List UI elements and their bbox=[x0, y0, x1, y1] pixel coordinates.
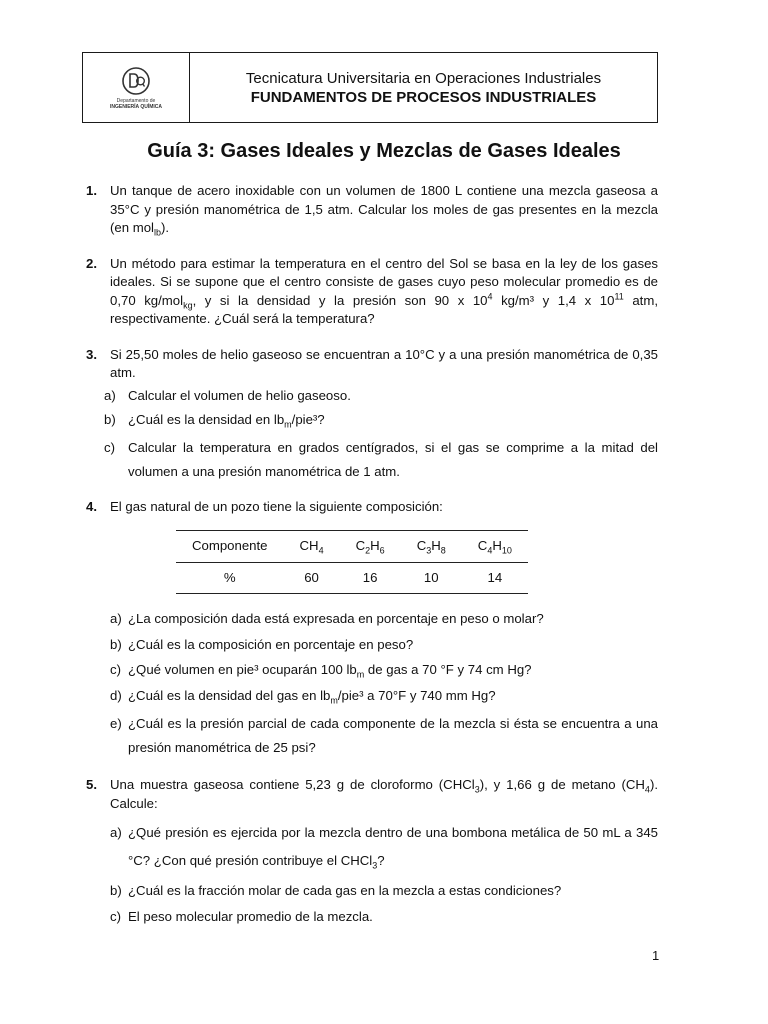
page-title: Guía 3: Gases Ideales y Mezclas de Gases Ideales bbox=[147, 140, 621, 162]
question-text: de gas a 70 °F y 74 cm Hg? bbox=[364, 662, 532, 677]
institution-name: Tecnicatura Universitaria en Operaciones Industriales bbox=[245, 69, 602, 87]
problem-number: 2. bbox=[86, 255, 97, 271]
superscript: 4 bbox=[487, 291, 493, 302]
question-text: ¿Cuál es la presión parcial de cada componente de la mezcla si ésta se encuentra a una presión manométrica de 25 psi? bbox=[128, 716, 658, 755]
sub-item-c bbox=[82, 436, 658, 484]
problem-1 bbox=[82, 182, 658, 238]
problem-text: Una muestra gaseosa contiene 5,23 g de cloroformo (CHCl bbox=[110, 777, 475, 792]
problem-list bbox=[82, 182, 658, 933]
problem-3 bbox=[82, 346, 658, 383]
dq-logo-icon bbox=[121, 66, 151, 96]
question-text: ¿Cuál es la composición en porcentaje en peso? bbox=[128, 636, 414, 652]
problem-text: atm, respectivamente. ¿Cuál será la temperatura? bbox=[110, 292, 658, 326]
problem-2 bbox=[82, 255, 658, 329]
question-letter: a) bbox=[110, 825, 122, 840]
question-text: /pie³ a 70°F y 740 mm Hg? bbox=[337, 687, 496, 703]
problem-4-questions bbox=[82, 610, 658, 760]
table-cell: 16 bbox=[340, 562, 401, 594]
question-c bbox=[110, 661, 658, 680]
sub-item-text: Calcular la temperatura en grados centígrados, si el gas se comprime a la mitad del volumen a una presión manométrica de 1 atm. bbox=[128, 439, 658, 479]
question-text: ? bbox=[377, 853, 385, 868]
sub-item-text: /pie³? bbox=[291, 412, 325, 427]
sub-item-letter: c) bbox=[104, 439, 115, 455]
question-text: ¿Cuál es la fracción molar de cada gas en la mezcla a estas condiciones? bbox=[128, 883, 562, 898]
problem-3-subitems bbox=[82, 387, 658, 484]
problem-text: , y si la densidad y la presión son 90 x 10 bbox=[192, 292, 488, 308]
problem-5-questions bbox=[82, 819, 658, 926]
subscript: 3 bbox=[474, 784, 480, 795]
question-letter: a) bbox=[110, 611, 122, 626]
column-header-c3h8: $C_3H_8$ bbox=[401, 531, 462, 563]
department-logo bbox=[83, 53, 190, 122]
question-e bbox=[110, 712, 658, 760]
question-letter: c) bbox=[110, 908, 121, 924]
course-name: FUNDAMENTOS DE PROCESOS INDUSTRIALES bbox=[250, 88, 597, 106]
sub-item-text: ¿Cuál es la densidad en lb bbox=[128, 412, 285, 427]
problem-text: ). Calcule: bbox=[110, 777, 658, 811]
subscript: kg bbox=[183, 300, 193, 311]
problem-text: Un método para estimar la temperatura en el centro del Sol se basa en la ley de los gases ideales. Si se supone que el centro consiste de gases cuyo peso molecular promedio es de 0,70 kg/mol bbox=[110, 255, 658, 308]
subscript: m bbox=[284, 419, 292, 430]
question-text: ¿La composición dada está expresada en porcentaje en peso o molar? bbox=[128, 611, 544, 626]
subscript: lb bbox=[153, 227, 161, 238]
sub-item-a bbox=[82, 387, 658, 406]
subscript: m bbox=[330, 695, 338, 706]
problem-number: 5. bbox=[86, 777, 97, 792]
column-header-ch4: $CH_4$ bbox=[284, 531, 340, 563]
problem-text: kg/m³ y 1,4 x 10 bbox=[492, 292, 615, 308]
table-row bbox=[176, 562, 528, 594]
subscript: m bbox=[356, 669, 365, 680]
problem-text: Si 25,50 moles de helio gaseoso se encuentran a 10°C y a una presión manométrica de 0,35 atm. bbox=[110, 346, 658, 380]
table-cell: 10 bbox=[401, 562, 462, 594]
subscript: 3 bbox=[372, 860, 378, 871]
header-titles bbox=[190, 53, 657, 122]
logo-text bbox=[110, 98, 162, 110]
table-cell: 14 bbox=[462, 562, 528, 594]
problem-number: 1. bbox=[86, 183, 97, 198]
question-b bbox=[110, 636, 658, 655]
question-text: ¿Cuál es la densidad del gas en lb bbox=[128, 687, 331, 703]
question-a bbox=[110, 819, 658, 875]
composition-table bbox=[176, 530, 528, 594]
column-header-c2h6: $C_2H_6$ bbox=[340, 531, 401, 563]
sub-item-letter: b) bbox=[104, 412, 116, 427]
question-letter: b) bbox=[110, 883, 122, 898]
question-letter: d) bbox=[110, 687, 122, 703]
problem-4 bbox=[82, 498, 658, 517]
problem-text: ), y 1,66 g de metano (CH bbox=[479, 777, 645, 792]
question-b bbox=[110, 882, 658, 901]
header-box bbox=[82, 52, 658, 123]
problem-5 bbox=[82, 776, 658, 813]
question-letter: b) bbox=[110, 636, 122, 652]
question-letter: c) bbox=[110, 662, 121, 677]
column-header-component: Componente bbox=[176, 531, 284, 563]
subscript: 4 bbox=[644, 784, 650, 795]
column-header-c4h10: $C_4H_{10}$ bbox=[462, 531, 528, 563]
sub-item-b bbox=[82, 411, 658, 430]
logo-text-line1: Departamento de bbox=[116, 97, 156, 104]
question-d bbox=[110, 687, 658, 706]
table-cell: 60 bbox=[284, 562, 340, 594]
question-text: ¿Qué volumen en pie³ ocuparán 100 lb bbox=[128, 662, 357, 677]
problem-text: Un tanque de acero inoxidable con un volumen de 1800 L contiene una mezcla gaseosa a 35°C y presión manométrica de 1,5 atm. Calcular los moles de gas presentes en la mezcla (en mol bbox=[110, 183, 658, 235]
question-text: ¿Qué presión es ejercida por la mezcla dentro de una bombona metálica de 50 mL a 345 °C? ¿Con qué presión contribuye el CHCl bbox=[128, 825, 658, 868]
row-label-percent: % bbox=[176, 562, 284, 594]
problem-number: 4. bbox=[86, 498, 97, 514]
problem-number: 3. bbox=[86, 346, 97, 362]
question-c bbox=[110, 908, 658, 927]
question-letter: e) bbox=[110, 716, 122, 731]
question-text: El peso molecular promedio de la mezcla. bbox=[128, 908, 373, 924]
question-a bbox=[110, 610, 658, 629]
sub-item-text: Calcular el volumen de helio gaseoso. bbox=[128, 387, 351, 403]
sub-item-letter: a) bbox=[104, 387, 116, 403]
problem-text: ). bbox=[161, 220, 170, 235]
problem-text: El gas natural de un pozo tiene la siguiente composición: bbox=[110, 498, 443, 514]
logo-text-line2: INGENIERÍA QUÍMICA bbox=[109, 103, 163, 110]
superscript: 11 bbox=[614, 291, 624, 302]
page-number: 1 bbox=[652, 948, 660, 963]
table-header-row bbox=[176, 531, 528, 563]
